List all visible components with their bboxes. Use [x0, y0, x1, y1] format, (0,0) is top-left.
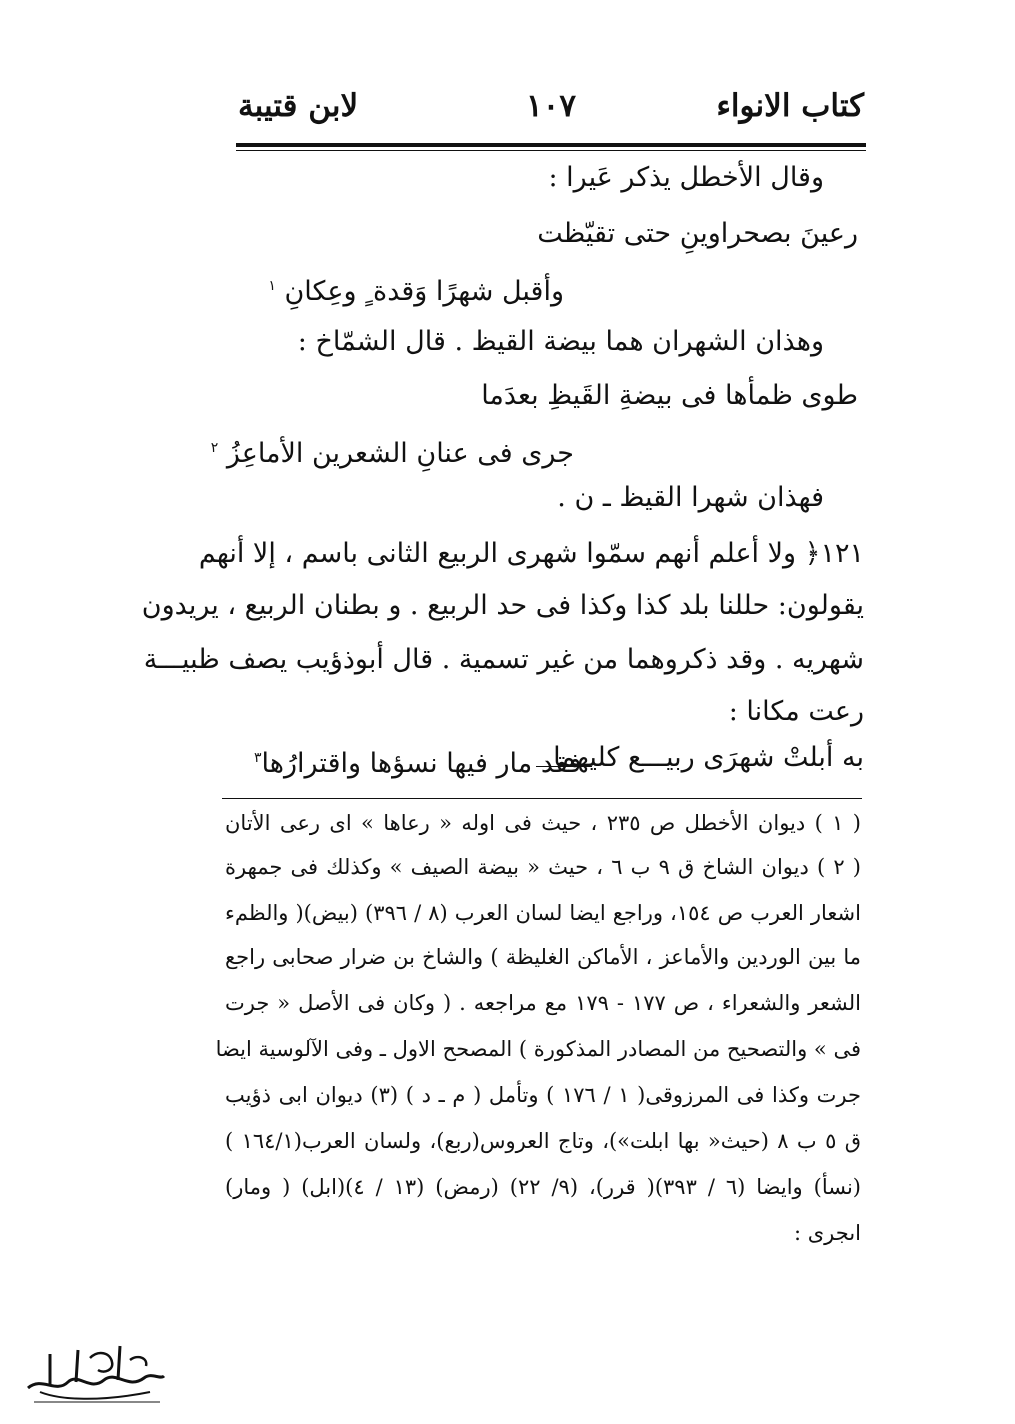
footnote-mark: ٢ — [210, 440, 219, 456]
verse-first-hemistich: به أبلتْ شهرَى ربيـــع كليهما — [553, 742, 864, 773]
footnote-line: فى » والتصحيح من المصادر المذكورة ) المصحح الاول ـ وفى الآلوسية ايضا — [215, 1037, 861, 1061]
footnotes — [215, 0, 861, 1300]
verse-line: وأقبل شهرًا وَقدة ٍ وعِكانِ $^١$ — [268, 276, 564, 307]
verse-line: رعينَ بصحراوينِ حتى تقيّظت — [537, 218, 858, 249]
body-line: فهذان شهرا القيظ ـ ن . — [557, 482, 824, 513]
author-name: لابن قتيبة — [238, 88, 359, 124]
paragraph-line: شهريه . وقد ذكروهما من غير تسمية . قال أبوذؤيب يصف ظبيـــة — [143, 644, 864, 675]
footnote-line: الشعر والشعراء ، ص ١٧٧ - ١٧٩ مع مراجعه . ( وكان فى الأصل « جرت — [225, 991, 861, 1015]
footnote-line: جرت وكذا فى المرزوقى( ١ / ١٧٦ ) وتأمل ( م ـ د ) (٣) ديوان ابى ذؤيب — [225, 1083, 861, 1107]
verse-line: جرى فى عنانِ الشعرين الأماعِزُ $^٢$ — [210, 438, 574, 469]
page-number: ١٠٧ — [526, 88, 576, 124]
body-line: وهذان الشهران هما بيضة القيظ . قال الشمّاخ : — [297, 326, 824, 357]
book-title: كتاب الانواء — [716, 88, 864, 124]
footnote-line: ق ٥ ب ٨ (حيث« بها ابلت»)، وتاج العروس(ربع)، ولسان العرب(١٦٤/١ ) — [225, 1129, 861, 1153]
footnote-mark: ٣ — [254, 750, 262, 766]
paragraph-line: يقولون: حللنا بلد كذا وكذا فى حد الربيع . و بطنان الربيع ، يريدون — [141, 590, 864, 621]
footnote-line: اىجرى : — [793, 1221, 861, 1245]
calligraphy-logo — [20, 1336, 168, 1410]
footnote-line: (نسأ) وايضا (٦ / ٣٩٣)( قرر)، (٩/ ٢٢) (رمض) (١٣ / ٤)(ابل) ( ومار) — [225, 1175, 861, 1199]
verse-line: طوى ظمأها فى بيضةِ القَيظِ بعدَما — [481, 380, 858, 411]
footnote-mark: ١ — [268, 278, 276, 294]
paragraph-line: ١٢١﴿ ولا أعلم أنهم سمّوا شهرى الربيع الثانى باسم ، إلا أنهم — [198, 538, 864, 569]
footnote-line: ( ٢ ) ديوان الشاخ ق ٩ ب ٦ ، حيث « بيضة الصيف » وكذلك فى جمهرة — [225, 855, 861, 879]
footnote-line: ما بين الوردين والأماعز ، الأماكن الغليظة ) والشاخ بن ضرار صحابى راجع — [225, 945, 861, 969]
footnote-line: اشعار العرب ص ١٥٤، وراجع ايضا لسان العرب (٨ / ٣٩٦) (بيض)( والظمء — [225, 901, 861, 925]
body-line: وقال الأخطل يذكر عَيرا : — [548, 162, 824, 193]
verse-second-hemistich: فقد مار فيها نسؤها واقترارُها$^٣$ — [254, 748, 582, 779]
paragraph-line: رعت مكانا : — [728, 696, 864, 727]
footnote-line: ( ١ ) ديوان الأخطل ص ٢٣٥ ، حيث فى اوله « رعاها » اى رعى الأتان — [225, 811, 861, 835]
